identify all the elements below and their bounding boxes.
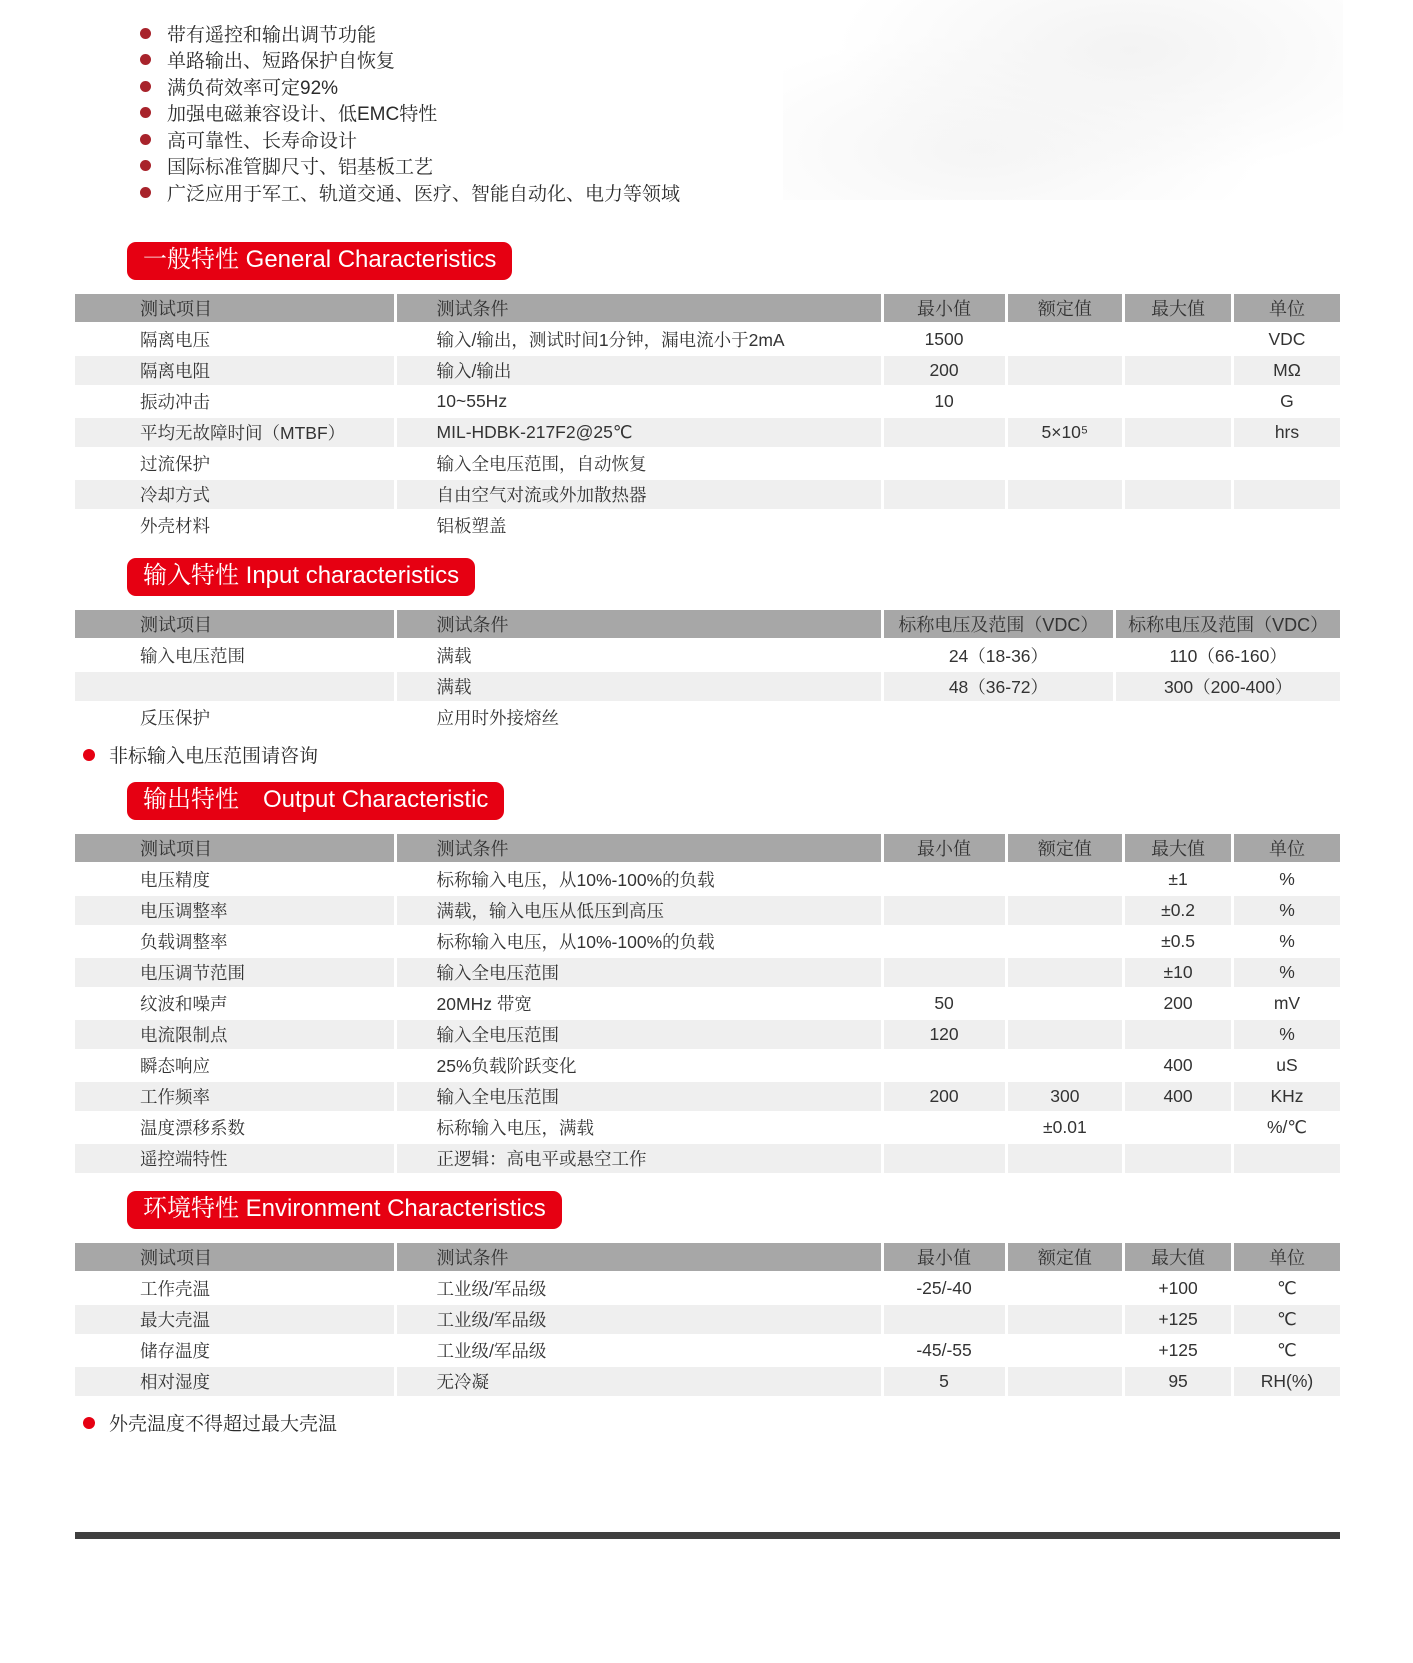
table-cell: 纹波和噪声 xyxy=(75,988,395,1019)
table-cell xyxy=(882,1050,1006,1081)
table-cell xyxy=(1124,1143,1233,1174)
table-cell: -25/-40 xyxy=(882,1273,1006,1304)
table-cell: 标称输入电压，从10%-100%的负载 xyxy=(395,864,882,895)
table-row xyxy=(75,386,1340,417)
table-cell: 工业级/军品级 xyxy=(395,1304,882,1335)
table-cell: 温度漂移系数 xyxy=(75,1112,395,1143)
table-cell: 200 xyxy=(882,1081,1006,1112)
table-cell xyxy=(1232,1143,1340,1174)
table-row xyxy=(75,988,1340,1019)
table-row xyxy=(75,1273,1340,1304)
column-header: 测试条件 xyxy=(395,834,882,864)
feature-text: 高可靠性、长寿命设计 xyxy=(167,130,358,152)
table-cell: 过流保护 xyxy=(75,448,395,479)
table-cell: 输入/输出 xyxy=(395,355,882,386)
table-cell: ±0.01 xyxy=(1006,1112,1124,1143)
table-cell: 输入全电压范围，自动恢复 xyxy=(395,448,882,479)
table-cell: 20MHz 带宽 xyxy=(395,988,882,1019)
feature-list xyxy=(140,20,1340,206)
table-cell: MΩ xyxy=(1232,355,1340,386)
table-cell: 1500 xyxy=(882,324,1006,355)
table-cell: % xyxy=(1232,926,1340,957)
column-header: 最小值 xyxy=(882,294,1006,324)
table-cell: 10 xyxy=(882,386,1006,417)
table-cell xyxy=(1232,510,1340,541)
table-cell xyxy=(1124,479,1233,510)
table-cell: 电压精度 xyxy=(75,864,395,895)
table-cell: ±1 xyxy=(1124,864,1233,895)
table-cell: 正逻辑：高电平或悬空工作 xyxy=(395,1143,882,1174)
column-header: 测试条件 xyxy=(395,610,882,640)
table-cell xyxy=(1124,1112,1233,1143)
column-header: 测试项目 xyxy=(75,834,395,864)
table-cell xyxy=(1006,386,1124,417)
table-cell: hrs xyxy=(1232,417,1340,448)
footer-divider-bar xyxy=(75,1532,1340,1539)
table-cell xyxy=(1006,988,1124,1019)
table-header-row xyxy=(75,294,1340,324)
column-header: 额定值 xyxy=(1006,834,1124,864)
table-cell: 200 xyxy=(882,355,1006,386)
table-row xyxy=(75,1112,1340,1143)
feature-item xyxy=(140,20,1340,47)
table-cell xyxy=(1124,355,1233,386)
table-cell xyxy=(882,510,1006,541)
input-note-text: 非标输入电压范围请咨询 xyxy=(109,746,319,767)
column-header: 测试条件 xyxy=(395,294,882,324)
table-cell xyxy=(1006,1273,1124,1304)
feature-item xyxy=(140,153,1340,180)
table-row xyxy=(75,1366,1340,1397)
bullet-icon xyxy=(140,160,151,171)
table-row xyxy=(75,1304,1340,1335)
table-cell: 平均无故障时间（MTBF） xyxy=(75,417,395,448)
column-header: 最大值 xyxy=(1124,294,1233,324)
table-row xyxy=(75,864,1340,895)
table-cell: 隔离电阻 xyxy=(75,355,395,386)
section-output-characteristics xyxy=(75,768,1340,1175)
table-cell: ℃ xyxy=(1232,1304,1340,1335)
table-cell: ±10 xyxy=(1124,957,1233,988)
table-cell xyxy=(1006,1050,1124,1081)
table-cell: 5×10⁵ xyxy=(1006,417,1124,448)
table-cell xyxy=(1006,1304,1124,1335)
table-cell: +100 xyxy=(1124,1273,1233,1304)
table-row xyxy=(75,510,1340,541)
table-cell: 无冷凝 xyxy=(395,1366,882,1397)
table-cell: -45/-55 xyxy=(882,1335,1006,1366)
table-cell xyxy=(1124,324,1233,355)
table-cell xyxy=(882,957,1006,988)
table-cell: 电流限制点 xyxy=(75,1019,395,1050)
table-row xyxy=(75,957,1340,988)
feature-text: 国际标准管脚尺寸、铝基板工艺 xyxy=(167,157,434,179)
table-row xyxy=(75,1081,1340,1112)
table-row xyxy=(75,1143,1340,1174)
output-characteristics-table xyxy=(75,834,1340,1175)
table-cell: 满载，输入电压从低压到高压 xyxy=(395,895,882,926)
table-cell: ±0.5 xyxy=(1124,926,1233,957)
table-cell xyxy=(882,1143,1006,1174)
table-cell: % xyxy=(1232,895,1340,926)
table-header-row xyxy=(75,834,1340,864)
section-title-output: 输出特性 Output Characteristic xyxy=(127,782,504,820)
table-cell: 24（18-36） xyxy=(882,640,1115,671)
table-cell: % xyxy=(1232,1019,1340,1050)
table-cell: %/℃ xyxy=(1232,1112,1340,1143)
table-cell xyxy=(882,448,1006,479)
bullet-icon xyxy=(140,134,151,145)
table-cell: 110（66-160） xyxy=(1115,640,1340,671)
table-cell: 25%负载阶跃变化 xyxy=(395,1050,882,1081)
column-header: 测试条件 xyxy=(395,1243,882,1273)
table-cell: 铝板塑盖 xyxy=(395,510,882,541)
column-header: 测试项目 xyxy=(75,1243,395,1273)
feature-item xyxy=(140,100,1340,127)
table-cell: 120 xyxy=(882,1019,1006,1050)
table-cell: 储存温度 xyxy=(75,1335,395,1366)
table-cell: 300（200-400） xyxy=(1115,671,1340,702)
feature-item xyxy=(140,179,1340,206)
table-cell: ±0.2 xyxy=(1124,895,1233,926)
table-row xyxy=(75,671,1340,702)
section-title-environment: 环境特性 Environment Characteristics xyxy=(127,1191,562,1229)
table-cell: 电压调节范围 xyxy=(75,957,395,988)
table-cell: 输入全电压范围 xyxy=(395,1081,882,1112)
table-cell: 振动冲击 xyxy=(75,386,395,417)
column-header: 单位 xyxy=(1232,294,1340,324)
bullet-icon xyxy=(83,749,95,761)
table-cell: 输入全电压范围 xyxy=(395,957,882,988)
section-environment-characteristics xyxy=(75,1175,1340,1436)
table-cell: 50 xyxy=(882,988,1006,1019)
table-row xyxy=(75,1335,1340,1366)
table-cell xyxy=(1006,957,1124,988)
table-cell xyxy=(882,1304,1006,1335)
bullet-icon xyxy=(140,28,151,39)
table-cell: 满载 xyxy=(395,640,882,671)
table-cell xyxy=(1124,510,1233,541)
table-cell xyxy=(882,864,1006,895)
column-header: 额定值 xyxy=(1006,294,1124,324)
table-cell xyxy=(1006,510,1124,541)
table-cell xyxy=(882,479,1006,510)
table-cell xyxy=(1006,448,1124,479)
table-cell: 工业级/军品级 xyxy=(395,1273,882,1304)
table-cell: 400 xyxy=(1124,1081,1233,1112)
bullet-icon xyxy=(83,1417,95,1429)
table-cell: 48（36-72） xyxy=(882,671,1115,702)
table-cell xyxy=(1124,448,1233,479)
table-cell: VDC xyxy=(1232,324,1340,355)
table-cell xyxy=(1124,417,1233,448)
table-row xyxy=(75,702,1340,733)
section-general-characteristics xyxy=(75,206,1340,542)
table-cell xyxy=(75,671,395,702)
table-cell: 反压保护 xyxy=(75,702,395,733)
bullet-icon xyxy=(140,187,151,198)
table-cell: 工作壳温 xyxy=(75,1273,395,1304)
table-cell: 相对湿度 xyxy=(75,1366,395,1397)
section-title-input: 输入特性 Input characteristics xyxy=(127,558,475,596)
table-row xyxy=(75,1019,1340,1050)
column-header: 单位 xyxy=(1232,1243,1340,1273)
table-cell: 冷却方式 xyxy=(75,479,395,510)
table-cell: MIL-HDBK-217F2@25℃ xyxy=(395,417,882,448)
feature-text: 满负荷效率可定92% xyxy=(167,77,339,99)
table-row xyxy=(75,417,1340,448)
table-cell xyxy=(1006,355,1124,386)
input-note xyxy=(83,742,1340,768)
table-cell: uS xyxy=(1232,1050,1340,1081)
input-characteristics-table xyxy=(75,610,1340,734)
table-cell: 10~55Hz xyxy=(395,386,882,417)
table-cell xyxy=(1124,1019,1233,1050)
table-cell: 标称输入电压，满载 xyxy=(395,1112,882,1143)
table-header-row xyxy=(75,610,1340,640)
column-header: 额定值 xyxy=(1006,1243,1124,1273)
table-row xyxy=(75,479,1340,510)
table-cell: 满载 xyxy=(395,671,882,702)
table-row xyxy=(75,640,1340,671)
column-header: 标称电压及范围（VDC） xyxy=(882,610,1115,640)
table-cell xyxy=(1006,324,1124,355)
table-cell: +125 xyxy=(1124,1304,1233,1335)
table-cell: ℃ xyxy=(1232,1273,1340,1304)
table-cell: ℃ xyxy=(1232,1335,1340,1366)
table-cell xyxy=(882,895,1006,926)
table-cell: 工作频率 xyxy=(75,1081,395,1112)
table-row xyxy=(75,1050,1340,1081)
table-cell: 输入全电压范围 xyxy=(395,1019,882,1050)
feature-item xyxy=(140,47,1340,74)
table-cell: 95 xyxy=(1124,1366,1233,1397)
column-header: 测试项目 xyxy=(75,294,395,324)
bullet-icon xyxy=(140,54,151,65)
table-cell xyxy=(1006,1366,1124,1397)
table-header-row xyxy=(75,1243,1340,1273)
table-cell: mV xyxy=(1232,988,1340,1019)
feature-item xyxy=(140,126,1340,153)
table-cell: 负载调整率 xyxy=(75,926,395,957)
environment-note xyxy=(83,1410,1340,1436)
table-cell xyxy=(1232,479,1340,510)
table-cell xyxy=(1006,1143,1124,1174)
table-cell xyxy=(1006,895,1124,926)
table-cell: 200 xyxy=(1124,988,1233,1019)
table-cell xyxy=(1006,1335,1124,1366)
table-cell xyxy=(882,702,1115,733)
feature-item xyxy=(140,73,1340,100)
table-row xyxy=(75,895,1340,926)
feature-text: 广泛应用于军工、轨道交通、医疗、智能自动化、电力等领域 xyxy=(167,183,681,205)
table-cell: 自由空气对流或外加散热器 xyxy=(395,479,882,510)
table-cell: 外壳材料 xyxy=(75,510,395,541)
table-cell: 最大壳温 xyxy=(75,1304,395,1335)
table-cell xyxy=(882,417,1006,448)
bullet-icon xyxy=(140,81,151,92)
table-cell: +125 xyxy=(1124,1335,1233,1366)
table-row xyxy=(75,324,1340,355)
table-cell: 300 xyxy=(1006,1081,1124,1112)
table-cell: 电压调整率 xyxy=(75,895,395,926)
column-header: 最小值 xyxy=(882,834,1006,864)
bullet-icon xyxy=(140,107,151,118)
column-header: 最小值 xyxy=(882,1243,1006,1273)
table-cell: 输入/输出，测试时间1分钟，漏电流小于2mA xyxy=(395,324,882,355)
table-row xyxy=(75,355,1340,386)
table-row xyxy=(75,926,1340,957)
table-cell: % xyxy=(1232,864,1340,895)
section-title-general: 一般特性 General Characteristics xyxy=(127,242,512,280)
table-cell: 隔离电压 xyxy=(75,324,395,355)
environment-characteristics-table xyxy=(75,1243,1340,1398)
table-cell xyxy=(1006,926,1124,957)
column-header: 最大值 xyxy=(1124,834,1233,864)
environment-note-text: 外壳温度不得超过最大壳温 xyxy=(109,1414,338,1435)
table-cell: 瞬态响应 xyxy=(75,1050,395,1081)
feature-text: 单路输出、短路保护自恢复 xyxy=(167,51,396,73)
table-cell xyxy=(1006,479,1124,510)
table-cell: KHz xyxy=(1232,1081,1340,1112)
table-cell: 工业级/军品级 xyxy=(395,1335,882,1366)
table-cell xyxy=(1124,386,1233,417)
table-cell: 5 xyxy=(882,1366,1006,1397)
table-cell: 输入电压范围 xyxy=(75,640,395,671)
column-header: 测试项目 xyxy=(75,610,395,640)
table-cell xyxy=(1006,1019,1124,1050)
table-cell: 遥控端特性 xyxy=(75,1143,395,1174)
table-cell xyxy=(882,1112,1006,1143)
feature-text: 加强电磁兼容设计、低EMC特性 xyxy=(167,104,438,126)
column-header: 最大值 xyxy=(1124,1243,1233,1273)
general-characteristics-table xyxy=(75,294,1340,542)
table-cell: 标称输入电压，从10%-100%的负载 xyxy=(395,926,882,957)
table-cell xyxy=(1115,702,1340,733)
table-cell: G xyxy=(1232,386,1340,417)
table-cell: 应用时外接熔丝 xyxy=(395,702,882,733)
table-cell xyxy=(882,926,1006,957)
table-cell: 400 xyxy=(1124,1050,1233,1081)
table-cell xyxy=(1232,448,1340,479)
table-cell: % xyxy=(1232,957,1340,988)
table-cell xyxy=(1006,864,1124,895)
column-header: 标称电压及范围（VDC） xyxy=(1115,610,1340,640)
feature-text: 带有遥控和输出调节功能 xyxy=(167,24,377,46)
section-input-characteristics xyxy=(75,542,1340,768)
column-header: 单位 xyxy=(1232,834,1340,864)
table-cell: RH(%) xyxy=(1232,1366,1340,1397)
table-row xyxy=(75,448,1340,479)
